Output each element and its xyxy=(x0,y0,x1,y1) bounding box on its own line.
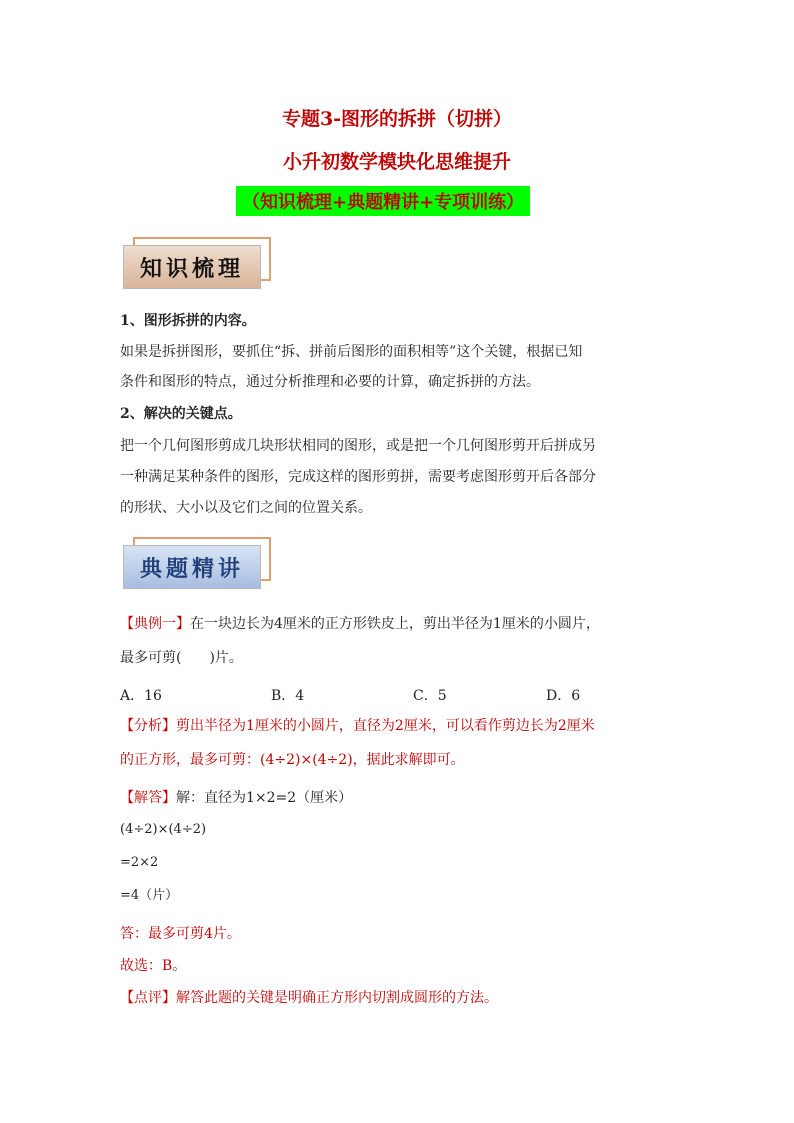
analysis-number: 1 xyxy=(246,718,255,734)
analysis-number: 2 xyxy=(394,718,404,734)
analysis-number: 2 xyxy=(557,718,567,734)
section-badge-knowledge xyxy=(123,237,257,280)
analysis-line2: 的正方形，最多可剪：(4÷2)×(4÷2)，据此求解即可。 xyxy=(120,752,465,768)
section-badge-examples xyxy=(123,537,257,580)
option-b: B．4 xyxy=(271,688,305,704)
solution-line2: (4÷2)×(4÷2) xyxy=(120,822,207,837)
solution-line3: =2×2 xyxy=(120,855,159,870)
section-badge-label: 知识梳理 xyxy=(123,245,261,289)
page-tagline: （知识梳理+典题精讲+专项训练） xyxy=(236,186,530,216)
comment-line xyxy=(120,988,498,1008)
solution-line4: =4（片） xyxy=(120,888,179,903)
knowledge-paragraph-1b: 条件和图形的特点，通过分析推理和必要的计算，确定拆拼的方法。 xyxy=(120,374,540,390)
comment-tag: 【点评】 xyxy=(120,990,176,1006)
option-d: D．6 xyxy=(546,688,581,704)
page-title: 专题3-图形的拆拼（切拼） xyxy=(281,108,513,130)
knowledge-heading-2: 2、解决的关键点。 xyxy=(120,406,242,422)
solution-tag: 【解答】 xyxy=(120,790,176,806)
analysis-text-part: 剪出半径为 xyxy=(176,718,246,734)
solution-choice: 故选：B。 xyxy=(120,958,187,974)
section-badge-label: 典题精讲 xyxy=(123,545,261,589)
option-c: C．5 xyxy=(413,688,447,704)
analysis-line1 xyxy=(120,716,595,736)
analysis-tag: 【分析】 xyxy=(120,718,176,734)
example-text: 在一块边长为4厘米的正方形铁皮上，剪出半径为1厘米的小圆片， xyxy=(190,616,600,632)
analysis-text-part: 厘米 xyxy=(566,718,595,734)
option-a: A．16 xyxy=(120,688,162,704)
example-question-line1 xyxy=(120,614,600,634)
solution-answer: 答：最多可剪4片。 xyxy=(120,926,241,942)
knowledge-paragraph-2b: 一种满足某种条件的图形，完成这样的图形剪拼，需要考虑图形剪开后各部分 xyxy=(120,469,596,485)
knowledge-paragraph-1a: 如果是拆拼图形，要抓住“拆、拼前后图形的面积相等”这个关键，根据已知 xyxy=(120,344,583,360)
comment-text: 解答此题的关键是明确正方形内切割成圆形的方法。 xyxy=(176,990,498,1006)
answer-options xyxy=(120,686,600,706)
knowledge-paragraph-2c: 的形状、大小以及它们之间的位置关系。 xyxy=(120,500,372,516)
knowledge-heading-1: 1、图形拆拼的内容。 xyxy=(120,313,256,329)
example-question-line2: 最多可剪( )片。 xyxy=(120,650,243,666)
analysis-text-part: 厘米的小圆片，直径为 xyxy=(254,718,395,734)
analysis-text-part: 厘米，可以看作剪边长为 xyxy=(403,718,558,734)
page-subtitle: 小升初数学模块化思维提升 xyxy=(282,151,511,173)
solution-text: 解：直径为1×2=2（厘米） xyxy=(176,790,353,806)
example-tag: 【典例一】 xyxy=(120,616,190,632)
solution-line1 xyxy=(120,788,352,808)
knowledge-paragraph-2a: 把一个几何图形剪成几块形状相同的图形，或是把一个几何图形剪开后拼成另 xyxy=(120,438,596,454)
